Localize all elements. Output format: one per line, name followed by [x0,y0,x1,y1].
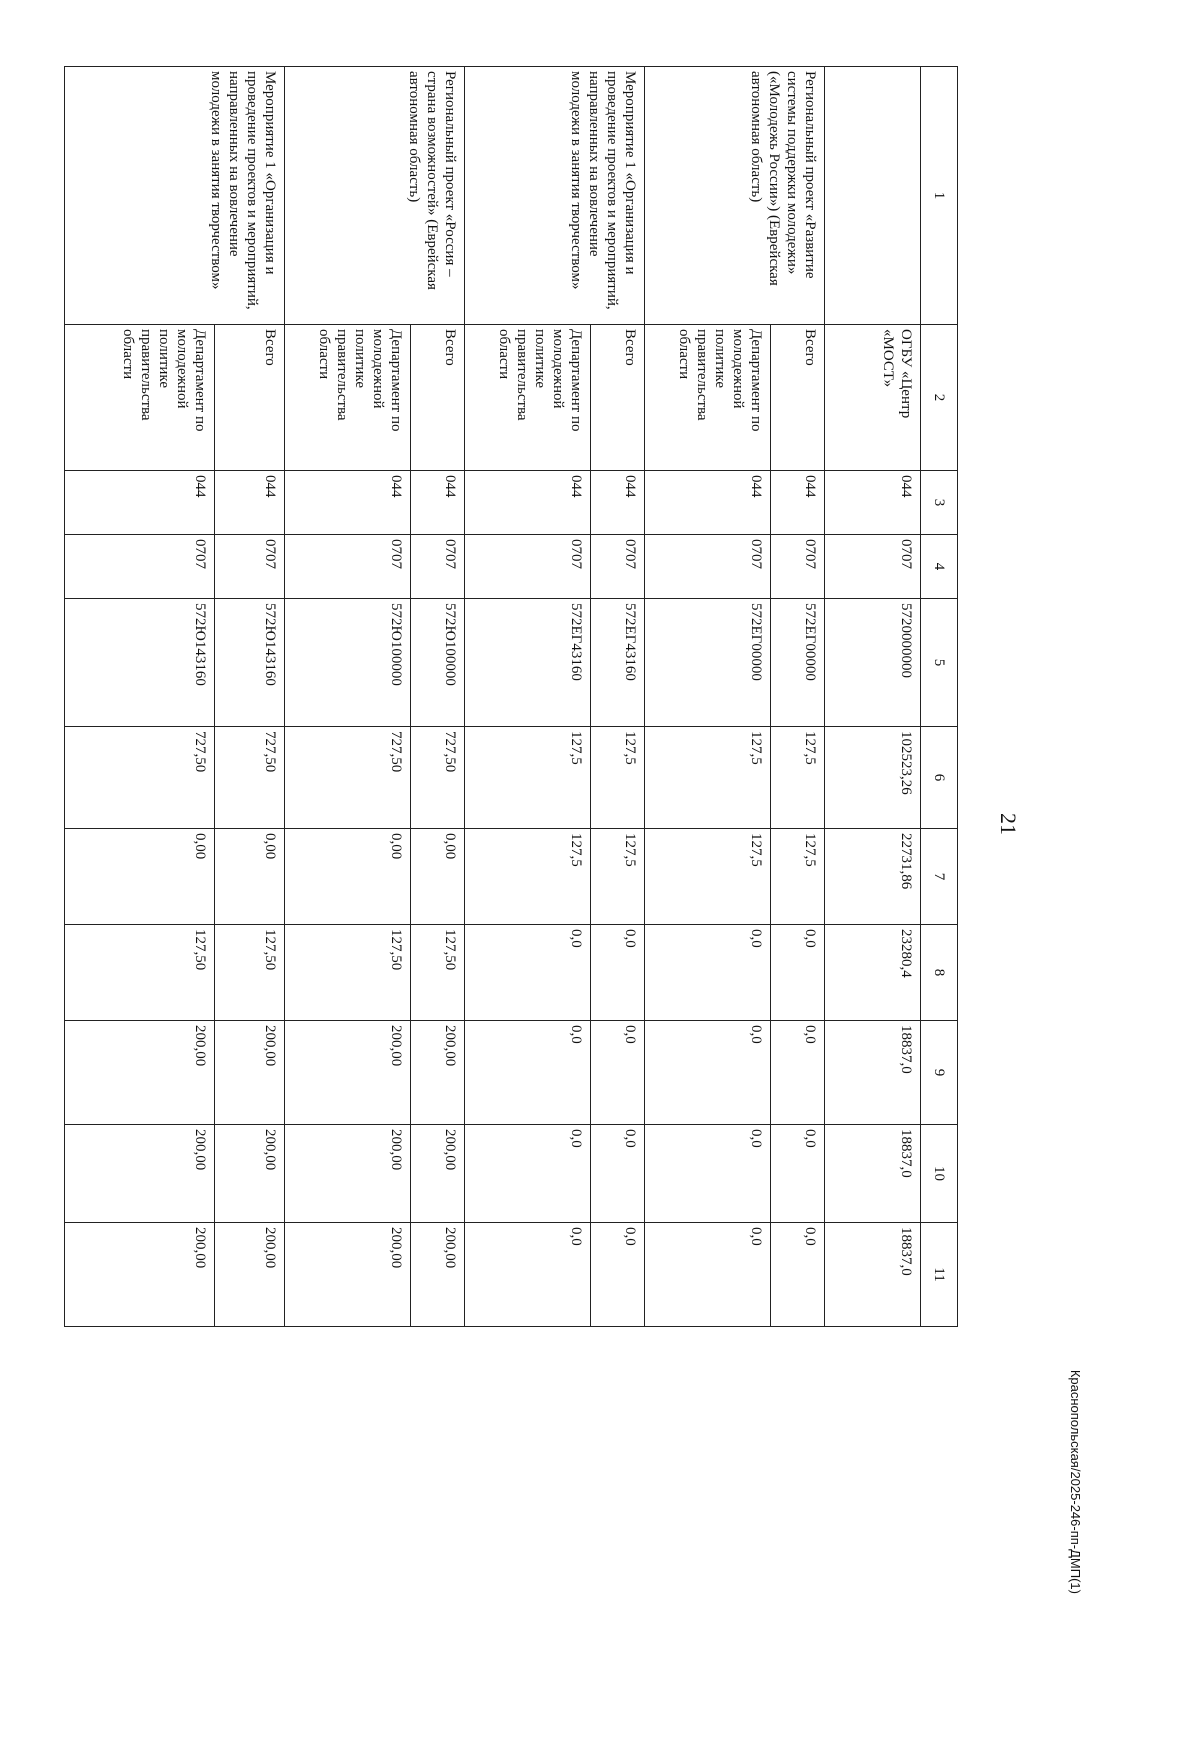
column-header: 4 [921,535,958,599]
table-cell: Мероприятие 1 «Организация и проведение проектов и мероприятий, направленных на вовлечение молодежи в занятия творчеством» [65,67,285,325]
table-cell: 127,50 [285,925,411,1021]
table-cell: 0,00 [285,829,411,925]
column-header: 7 [921,829,958,925]
table-cell: 044 [465,471,591,535]
table-row [771,67,825,1327]
table-cell: 200,00 [65,1223,215,1327]
table-cell: 572Ю100000 [285,599,411,727]
table-cell: 200,00 [285,1223,411,1327]
table-cell: 572ЕГ00000 [645,599,771,727]
table-cell: 727,50 [285,727,411,829]
table-cell: 0707 [771,535,825,599]
column-number-row [921,67,958,1327]
table-cell: 044 [645,471,771,535]
column-header: 8 [921,925,958,1021]
table-cell: 727,50 [65,727,215,829]
table-cell: 200,00 [215,1125,285,1223]
column-header: 5 [921,599,958,727]
table-cell: 0707 [65,535,215,599]
table-cell: Региональный проект «Развитие системы поддержки молодежи» («Молодежь России») (Еврейская автономная область) [645,67,825,325]
table-cell: 18837,0 [825,1021,921,1125]
table-cell: 572ЕГ00000 [771,599,825,727]
rotated-page [83,54,1087,1594]
table-cell: 0707 [411,535,465,599]
table-cell: 200,00 [65,1021,215,1125]
column-header: 1 [921,67,958,325]
table-cell: 0,0 [771,1125,825,1223]
table-cell: Всего [591,325,645,471]
table-cell: 200,00 [215,1021,285,1125]
table-cell: 0,0 [465,1125,591,1223]
table-cell: ОГБУ «Центр «МОСТ» [825,325,921,471]
table-cell: 18837,0 [825,1223,921,1327]
budget-table [64,66,958,1327]
table-cell: 0,00 [411,829,465,925]
table-cell: 0,0 [591,1021,645,1125]
table-cell: 044 [285,471,411,535]
document-code: Краснопольская/2025-246-пп-ДМП(1) [1068,1369,1083,1594]
table-cell: 0707 [465,535,591,599]
table-cell: 044 [65,471,215,535]
table-cell: 572ЕГ43160 [591,599,645,727]
table-cell: 127,5 [591,727,645,829]
table-cell: 0,0 [645,1223,771,1327]
table-cell: Всего [771,325,825,471]
table-cell: 18837,0 [825,1125,921,1223]
table-cell: 572Ю143160 [215,599,285,727]
table-cell: 0,0 [771,1223,825,1327]
table-cell: 0707 [645,535,771,599]
table-cell: Департамент по молодежной политике правительства области [65,325,215,471]
table-cell: 0,00 [215,829,285,925]
table-cell: 127,5 [591,829,645,925]
table-cell: 044 [771,471,825,535]
table-cell: 0,0 [645,1021,771,1125]
table-cell: 127,5 [771,829,825,925]
table-cell: 0707 [285,535,411,599]
table-cell: 0,0 [465,925,591,1021]
table-cell: 044 [215,471,285,535]
table-cell: 0,0 [645,1125,771,1223]
table-cell: Департамент по молодежной политике правительства области [465,325,591,471]
table-cell: 200,00 [215,1223,285,1327]
table-cell: 127,5 [645,829,771,925]
table-cell: 0707 [591,535,645,599]
table-cell: 200,00 [411,1125,465,1223]
column-header: 9 [921,1021,958,1125]
table-cell: 127,50 [65,925,215,1021]
table-cell: 0,0 [591,1223,645,1327]
table-cell: 0,0 [465,1021,591,1125]
table-cell: 200,00 [411,1223,465,1327]
table-cell: 044 [825,471,921,535]
table-cell: 22731,86 [825,829,921,925]
table-cell: 044 [411,471,465,535]
table-cell: 127,5 [645,727,771,829]
table-cell: 0,0 [465,1223,591,1327]
table-cell: Департамент по молодежной политике правительства области [285,325,411,471]
table-row [411,67,465,1327]
column-header: 10 [921,1125,958,1223]
column-header: 2 [921,325,958,471]
table-cell: 127,5 [771,727,825,829]
table-cell: 127,5 [465,829,591,925]
table-cell: 0,0 [645,925,771,1021]
column-header: 11 [921,1223,958,1327]
table-cell: 0,0 [771,925,825,1021]
table-cell: 0707 [825,535,921,599]
table-cell: 102523,26 [825,727,921,829]
table-cell: 0,00 [65,829,215,925]
table-cell: Всего [411,325,465,471]
table-cell: 727,50 [411,727,465,829]
table-cell: 23280,4 [825,925,921,1021]
table-row [215,67,285,1327]
table-cell: 572Ю100000 [411,599,465,727]
table-cell: Мероприятие 1 «Организация и проведение проектов и мероприятий, направленных на вовлечение молодежи в занятия творчеством» [465,67,645,325]
table-cell [825,67,921,325]
table-cell: 127,50 [215,925,285,1021]
table-cell: 044 [591,471,645,535]
table-cell: 572ЕГ43160 [465,599,591,727]
column-header: 6 [921,727,958,829]
table-cell: 200,00 [285,1021,411,1125]
table-row [591,67,645,1327]
table-cell: 200,00 [411,1021,465,1125]
table-cell: 127,50 [411,925,465,1021]
table-cell: 0707 [215,535,285,599]
table-cell: 0,0 [591,925,645,1021]
page-number: 21 [996,813,1021,835]
table-cell: 727,50 [215,727,285,829]
table-cell: 0,0 [771,1021,825,1125]
table-cell: Департамент по молодежной политике правительства области [645,325,771,471]
column-header: 3 [921,471,958,535]
table-cell: 5720000000 [825,599,921,727]
table-cell: 0,0 [591,1125,645,1223]
table-row [825,67,921,1327]
table-cell: 572Ю143160 [65,599,215,727]
table-cell: 127,5 [465,727,591,829]
table-cell: 200,00 [285,1125,411,1223]
table-cell: Региональный проект «Россия – страна возможностей» (Еврейская автономная область) [285,67,465,325]
table-cell: Всего [215,325,285,471]
table-cell: 200,00 [65,1125,215,1223]
